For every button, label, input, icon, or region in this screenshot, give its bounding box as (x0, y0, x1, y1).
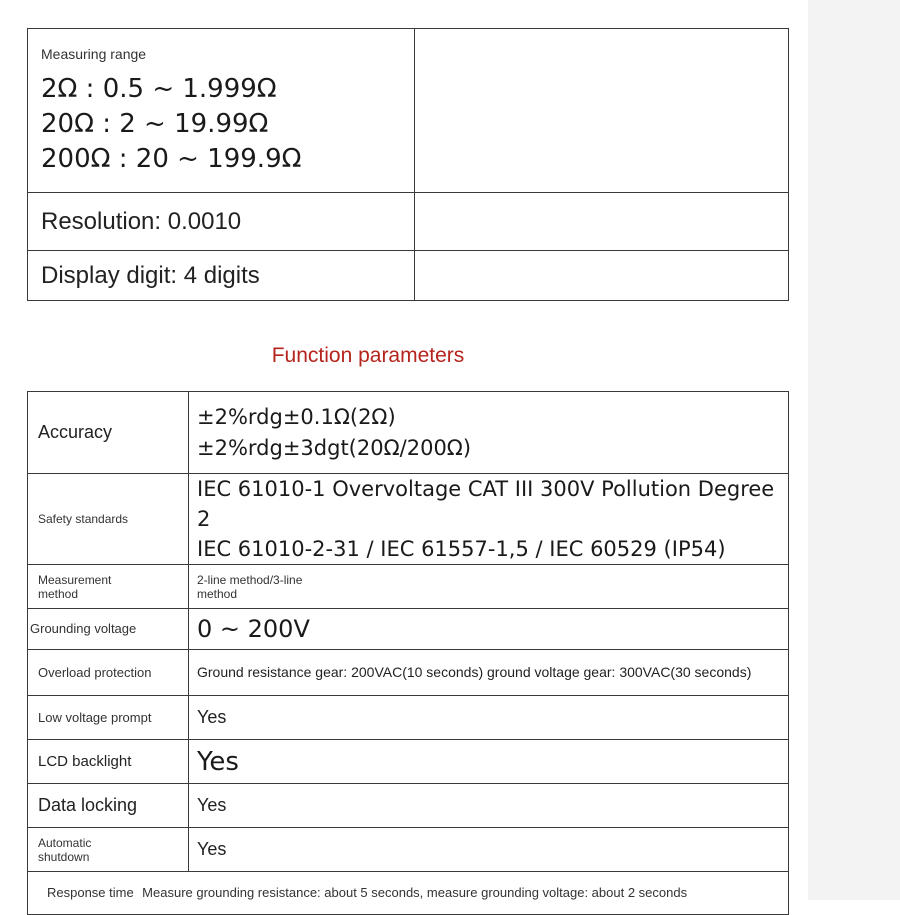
response-time-cell (28, 872, 789, 915)
param-row-safety (28, 474, 789, 565)
method-value-line-1: 2-line method/3-line (197, 572, 303, 587)
param-value-cell (189, 740, 789, 784)
display-digit-text: Display digit: 4 digits (41, 261, 260, 289)
param-label-cell (28, 650, 189, 696)
param-row-backlight (28, 740, 789, 784)
param-value-cell (189, 565, 789, 609)
spec-row-display (28, 251, 789, 301)
resolution-cell (28, 193, 415, 251)
spec-row-resolution (28, 193, 789, 251)
safety-line-1: IEC 61010-1 Overvoltage CAT III 300V Pollution Degree 2 (197, 477, 775, 531)
param-row-overload (28, 650, 789, 696)
param-row-data-locking (28, 784, 789, 828)
param-label-cell (28, 474, 189, 565)
param-value-cell (189, 392, 789, 474)
param-value-cell (189, 650, 789, 696)
blank-cell (414, 193, 788, 251)
param-value-cell (189, 609, 789, 650)
method-label-line-1: Measurement (38, 572, 112, 587)
spec-row-range (28, 29, 789, 193)
param-label-cell (28, 740, 189, 784)
param-label-cell (28, 696, 189, 740)
data-locking-value: Yes (197, 795, 227, 815)
measuring-range-label: Measuring range (41, 46, 147, 62)
accuracy-line-1: ±2%rdg±0.1Ω(2Ω) (197, 404, 396, 429)
backlight-value: Yes (197, 746, 239, 777)
auto-shutdown-label-line-1: Automatic (38, 835, 92, 850)
param-row-response-time (28, 872, 789, 915)
response-time-value: Measure grounding resistance: about 5 seconds, measure grounding voltage: about 2 seconds (142, 885, 688, 900)
response-time-label: Response time (47, 885, 134, 900)
grounding-voltage-label: Grounding voltage (30, 621, 137, 636)
grounding-voltage-value: 0 ~ 200V (197, 615, 310, 643)
param-row-auto-shutdown (28, 828, 789, 872)
auto-shutdown-label-line-2: shutdown (38, 849, 90, 864)
backlight-label: LCD backlight (38, 752, 132, 770)
range-cell (28, 29, 415, 193)
display-digit-cell (28, 251, 415, 301)
param-label-cell (28, 565, 189, 609)
low-voltage-value: Yes (197, 707, 227, 727)
range-200ohm: 200Ω : 20 ~ 199.9Ω (41, 144, 302, 174)
param-row-grounding-voltage (28, 609, 789, 650)
accuracy-line-2: ±2%rdg±3dgt(20Ω/200Ω) (197, 435, 472, 460)
range-20ohm: 20Ω : 2 ~ 19.99Ω (41, 109, 269, 139)
auto-shutdown-value: Yes (197, 839, 227, 859)
section-title: Function parameters (271, 344, 465, 367)
param-label-cell (28, 609, 189, 650)
low-voltage-label: Low voltage prompt (38, 709, 152, 725)
blank-cell (414, 251, 788, 301)
param-label-cell (28, 784, 189, 828)
blank-cell (414, 29, 788, 193)
param-row-method (28, 565, 789, 609)
param-value-cell (189, 474, 789, 565)
param-value-cell (189, 828, 789, 872)
range-2ohm: 2Ω : 0.5 ~ 1.999Ω (41, 74, 277, 104)
method-label-line-2: method (38, 586, 79, 601)
param-row-accuracy (28, 392, 789, 474)
parameters-table (27, 391, 789, 915)
param-label-cell (28, 828, 189, 872)
accuracy-label: Accuracy (38, 422, 113, 442)
param-label-cell (28, 392, 189, 474)
safety-label: Safety standards (38, 512, 129, 526)
method-value-line-2: method (197, 586, 238, 601)
right-margin-strip (808, 0, 900, 900)
spec-table (27, 28, 789, 301)
overload-label: Overload protection (38, 664, 152, 680)
data-locking-label: Data locking (38, 795, 138, 815)
overload-value: Ground resistance gear: 200VAC(10 seconds) ground voltage gear: 300VAC(30 seconds) (197, 663, 752, 680)
param-value-cell (189, 696, 789, 740)
param-row-low-voltage (28, 696, 789, 740)
safety-line-2: IEC 61010-2-31 / IEC 61557-1,5 / IEC 60529 (IP54) (197, 537, 726, 561)
param-value-cell (189, 784, 789, 828)
resolution-text: Resolution: 0.0010 (41, 207, 242, 235)
